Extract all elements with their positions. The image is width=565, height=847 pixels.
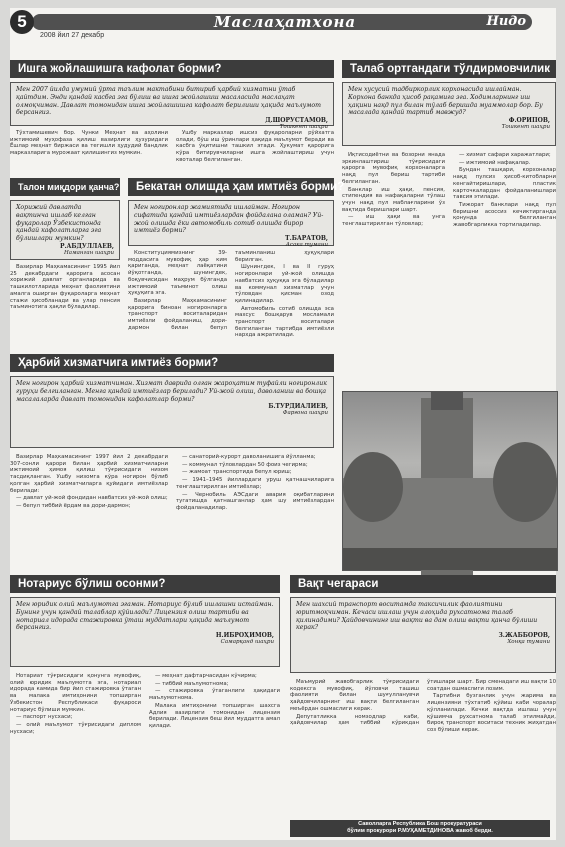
- paragraph: Тартибни бузганлик учун жарима ва лицензияни тўхтатиб қўйиш каби чоралар қўлланилади. Кечки вақтда ишлаш учун қўшимча рухсатнома талаб этилмайди, бироқ транспорт воситаси техник жиҳатдан соз бўлиши керак.: [427, 693, 556, 733]
- street-cars: [343, 548, 557, 570]
- page-header: [10, 8, 556, 44]
- paragraph: Маъмурий жавобгарлик тўғрисидаги кодексга мувофиқ, йўловчи ташиш фаолияти билан шуғулланувчи ҳайдовчиларнинг иш вақти белгиланган меъёрдан ошмаслиги керак.: [290, 679, 419, 712]
- article-title: Талаб ортгандаги тўлдирмовчилик: [342, 60, 556, 78]
- question-lead: [342, 82, 556, 146]
- question-author: Д.ШОРУСТАМОВ,: [265, 117, 328, 125]
- question-author: Т.БАРАТОВ,: [285, 235, 328, 243]
- paragraph: Вазирлар Маҳкамасининг қарорига биноан ногиронларга транспорт воситаларидан имтиёзли фойдаланиш, дори-дармон билан бепул таъминланиш ҳуқуқлари берилган.: [128, 250, 334, 331]
- question-text: Мен ногиронлар жамиятида ишлайман. Ногирон сифатида қандай имтиёзлардан фойдалана оламан? Уй-жой олишда ёки автомобиль сотиб олишда бирор имтиёз борми?: [134, 204, 324, 235]
- list-item: — паспорт нусхаси;: [16, 714, 73, 721]
- paper-name: Нидо: [486, 14, 526, 29]
- paragraph: Бундан ташқари, корхоналар нақд пулсиз ҳисоб-китобларни кенгайтиришлари, пластик карточкалардан фойдаланишлари тавсия этилади.: [453, 167, 556, 201]
- article-body: [10, 673, 280, 838]
- paragraph: Шунингдек, I ва II гуруҳ ногиронлари уй-жой олишда навбатсиз ҳуқуққа эга бўладилар ва коммунал хизматлар учун тўловдан қисман озод қилинадилар.: [235, 264, 334, 304]
- paragraph: Вазирлар Маҳкамасининг 1997 йил 2 декабрдаги 307-сонли қарори билан ҳарбий хизматчиларни ижтимоий ҳимоя қилиш тўғрисидаги низом тасдиқланган. Ушбу низомга кўра ногирон бўлиб қолган ҳарбий хизматчиларга қуйидаги имтиёзлар берилади:: [10, 454, 168, 494]
- question-lead: [10, 82, 334, 131]
- article-notary: [10, 575, 280, 840]
- city-clock-tower-photo: [342, 391, 558, 571]
- question-author-city: Хонқа тумани: [507, 639, 550, 646]
- question-author-city: Наманган шаҳри: [64, 249, 114, 256]
- article-title: Бекатан олишда ҳам имтиёз борми?: [128, 178, 334, 196]
- list-item: — ижтимоий нафақалар.: [459, 159, 531, 166]
- article-title: Ишга жойлашишга кафолат борми?: [10, 60, 334, 78]
- article-title: Нотариус бўлиш осонми?: [10, 575, 280, 593]
- question-text: Мен хусусий тадбиркорлик корхонасида ишлайман. Корхона банкда ҳисоб рақамига эга. Ходимларнинг иш ҳақини нақд пул билан тўлаб беришда муаммолар бор. Бу масалада қандай тартиб мавжуд?: [348, 86, 543, 117]
- article-body: [10, 130, 334, 172]
- paragraph: Тижорат банклари нақд пул беришни асоссиз кечиктирганда қонунда белгиланган жавобгарликка тортиладилар.: [453, 201, 556, 229]
- list-item: — тиббий маълумотнома;: [155, 680, 229, 687]
- section-title: Маслаҳатхона: [213, 13, 357, 31]
- list-item: — иш ҳақи ва унга тенглаштирилган тўловлар;: [342, 214, 445, 228]
- article-body: [10, 454, 334, 566]
- newspaper-page: [10, 8, 556, 840]
- list-item: — меҳнат дафтарчасидан кўчирма;: [155, 673, 257, 679]
- article-title: Вақт чегараси: [290, 575, 556, 593]
- article-body: [290, 679, 556, 815]
- tree: [493, 442, 557, 522]
- question-author-city: Фарғона шаҳри: [282, 410, 328, 417]
- article-military-benefit: [10, 354, 334, 569]
- question-text: Мен 2007 йилда умумий ўрта таълим мактабини битириб ҳарбий хизматни ўтаб қайтдим. Энди қандай касбга эга бўлиш ва ишга жойлашиш масаласида маслаҳат олмоқчиман. Давлат томонидан ишга жойлашишга кафолат берилиши ҳақида маълумот берсангиз.: [16, 86, 321, 117]
- question-author-city: Тошкент шаҳри: [501, 124, 550, 131]
- credit-line: бўлим прокурори Р.МУҲАМЕТДИНОВА жавоб берди.: [347, 828, 493, 834]
- article-time-limit: [290, 575, 556, 815]
- question-lead: [10, 200, 120, 260]
- paragraph: Конституциямизнинг 39-моддасига мувофиқ ҳар ким қариганда, меҳнат лаёқатини йўқотганда, шунингдек, боқувчисидан маҳрум бўлганда ижтимоий таъминот олиш ҳуқуқига эга.: [128, 250, 227, 297]
- paragraph: Тўхтамишевич бор. Чунки Меҳнат ва аҳолини ижтимоий муҳофаза қилиш вазирлиги ҳузуридаги Ёшлар меҳнат биржаси ва тегишли ҳудудий бандлик марказларига мурожаат қилишингиз мумкин.: [10, 130, 168, 157]
- article-body: [10, 264, 120, 348]
- question-author-city: Самарқанд шаҳри: [220, 639, 274, 646]
- question-lead: [290, 597, 556, 673]
- credit-line: Саволларга Республика Бош прокуратураси: [358, 821, 482, 827]
- question-text: Мен юридик олий маълумотга эгаман. Нотариус бўлиб ишлашни истайман. Бунинг учун қандай талаблар қўйилади? Лицензия олиш тартиби ва нотариал идорада стажировка ўташ муддатлари ҳақида маълумот берсангиз.: [16, 601, 274, 632]
- list-item: — коммунал тўловлардан 50 фоиз чегирма;: [182, 461, 308, 468]
- paragraph: Вазирлар Маҳкамасининг 1995 йил 25 декабрдаги қарорига асосан хорижий давлат органларида ва ташкилотларида меҳнат фаолиятини амалга оширган фуқароларга меҳнат стажи ҳисобланади ва улар пенсия таъминотига ҳақли бўладилар.: [10, 264, 120, 311]
- list-item: — Чернобиль АЭСдаги авария оқибатларини тугатишда қатнашганлар ҳам шу имтиёзлардан фойдаланадилар.: [176, 491, 334, 511]
- paragraph: Иқтисодиётни ва бозорни янада эркинлаштириш тўғрисидаги қарорга мувофиқ корхоналарга нақд пул бериш тартиби белгиланган.: [342, 152, 445, 185]
- question-lead: [10, 597, 280, 667]
- article-title: Ҳарбий хизматчига имтиёз борми?: [10, 354, 334, 372]
- question-author-city: Тошкент шаҳри: [279, 124, 328, 131]
- paragraph: Банклар иш ҳақи, пенсия, стипендия ва нафақаларни тўлаш учун нақд пул маблағларини ўз вақтида беришлари шарт.: [342, 186, 445, 213]
- list-item: — бепул тиббий ёрдам ва дори-дармон;: [16, 502, 131, 509]
- question-text: Хорижий давлатда вақтинча ишлаб келган фуқаролар Ўзбекистонда қандай кафолатларга эга бўлишлари мумкин?: [16, 204, 102, 243]
- question-lead: [128, 200, 334, 249]
- article-body: [128, 250, 334, 348]
- article-cash-payment: [342, 60, 556, 385]
- list-item: — стажировка ўтаганлиги ҳақидаги маълумотнома.: [149, 688, 280, 702]
- article-job-guarantee: [10, 60, 334, 172]
- paragraph: Автомобиль сотиб олишда эса махсус бошқарув мосламали транспорт воситалари белгиланган тартибда имтиёзли нархда ажратилади.: [235, 305, 334, 339]
- list-item: — 1941–1945 йиллардаги уруш қатнашчиларига тенглаштирилган имтиёзлар;: [176, 477, 334, 490]
- question-author: Б.ТУРДИАЛИЕВ,: [268, 403, 328, 411]
- list-item: — хизмат сафари харажатлари;: [459, 152, 551, 158]
- page-number: 5: [10, 10, 34, 34]
- question-author: Р.АБДУЛЛАЕВ,: [59, 242, 114, 250]
- article-coupon: [10, 178, 120, 348]
- article-title: Талон миқдори қанча?: [10, 178, 120, 196]
- article-disability-benefit: [128, 178, 345, 348]
- list-item: — жамоат транспортида бепул юриш;: [182, 469, 292, 476]
- issue-date: 2008 йил 27 декабр: [40, 32, 105, 39]
- list-item: — олий маълумот тўғрисидаги диплом нусхаси;: [10, 721, 141, 735]
- list-item: — санаторий-курорт даволанишига йўлланма;: [182, 454, 316, 460]
- paragraph: Малака имтиҳонини топширган шахсга Адлия вазирлиги томонидан лицензия берилади. Лицензия беш йил муддатга амал қилади.: [149, 702, 280, 729]
- paragraph: Депутатликка номзодлар каби, ҳайдовчилар ҳам тиббий кўрикдан ўтишлари шарт. Бир сменадаги иш вақти 10 соатдан ошмаслиги лозим.: [290, 679, 556, 727]
- paragraph: Ушбу марказлар ишсиз фуқароларни рўйхатга олади, бўш иш ўринлари ҳақида маълумот беради ва касбга ўқитишни ташкил этади. Ҳукумат қарорига кўра битирувчиларни ишга жойлаштириш учун квоталар белгиланган.: [176, 130, 334, 163]
- question-text: Мен ногирон ҳарбий хизматчиман. Хизмат даврида олган жароҳатим туфайли ногиронлик гуруҳи белгиланган. Менга қандай имтиёзлар берилади? Уй-жой олиш, даволаниш ва бошқа масалаларда давлат томонидан кафолатлар борми?: [16, 380, 327, 403]
- tower-top: [431, 392, 463, 410]
- paragraph: Нотариат тўғрисидаги қонунга мувофиқ, олий юридик маълумотга эга, нотариал идорада камида бир йил стажировка ўтаган ва малака имтиҳонини топширган Ўзбекистон Республикаси фуқароси нотариус бўлиши мумкин.: [10, 673, 141, 713]
- question-author: З.ЖАББОРОВ,: [498, 632, 550, 640]
- tree: [343, 452, 403, 522]
- question-author: Ф.ОРИПОВ,: [508, 117, 550, 125]
- answer-credit-banner: [290, 820, 550, 837]
- list-item: — давлат уй-жой фондидан навбатсиз уй-жой олиш;: [16, 495, 168, 502]
- article-body: [342, 152, 556, 382]
- question-lead: [10, 376, 334, 448]
- question-author: Н.ИБРОҲИМОВ,: [215, 632, 274, 640]
- question-author-city: Асака тумани: [285, 242, 328, 249]
- question-text: Мен шахсий транспорт воситамда таксичилик фаолиятини юритмоқчиман. Кечаси ишлаш учун алоҳида рухсатнома талаб қилинадими? Ҳайдовчининг иш вақти ва дам олиш вақти қанча бўлиши керак?: [296, 601, 538, 632]
